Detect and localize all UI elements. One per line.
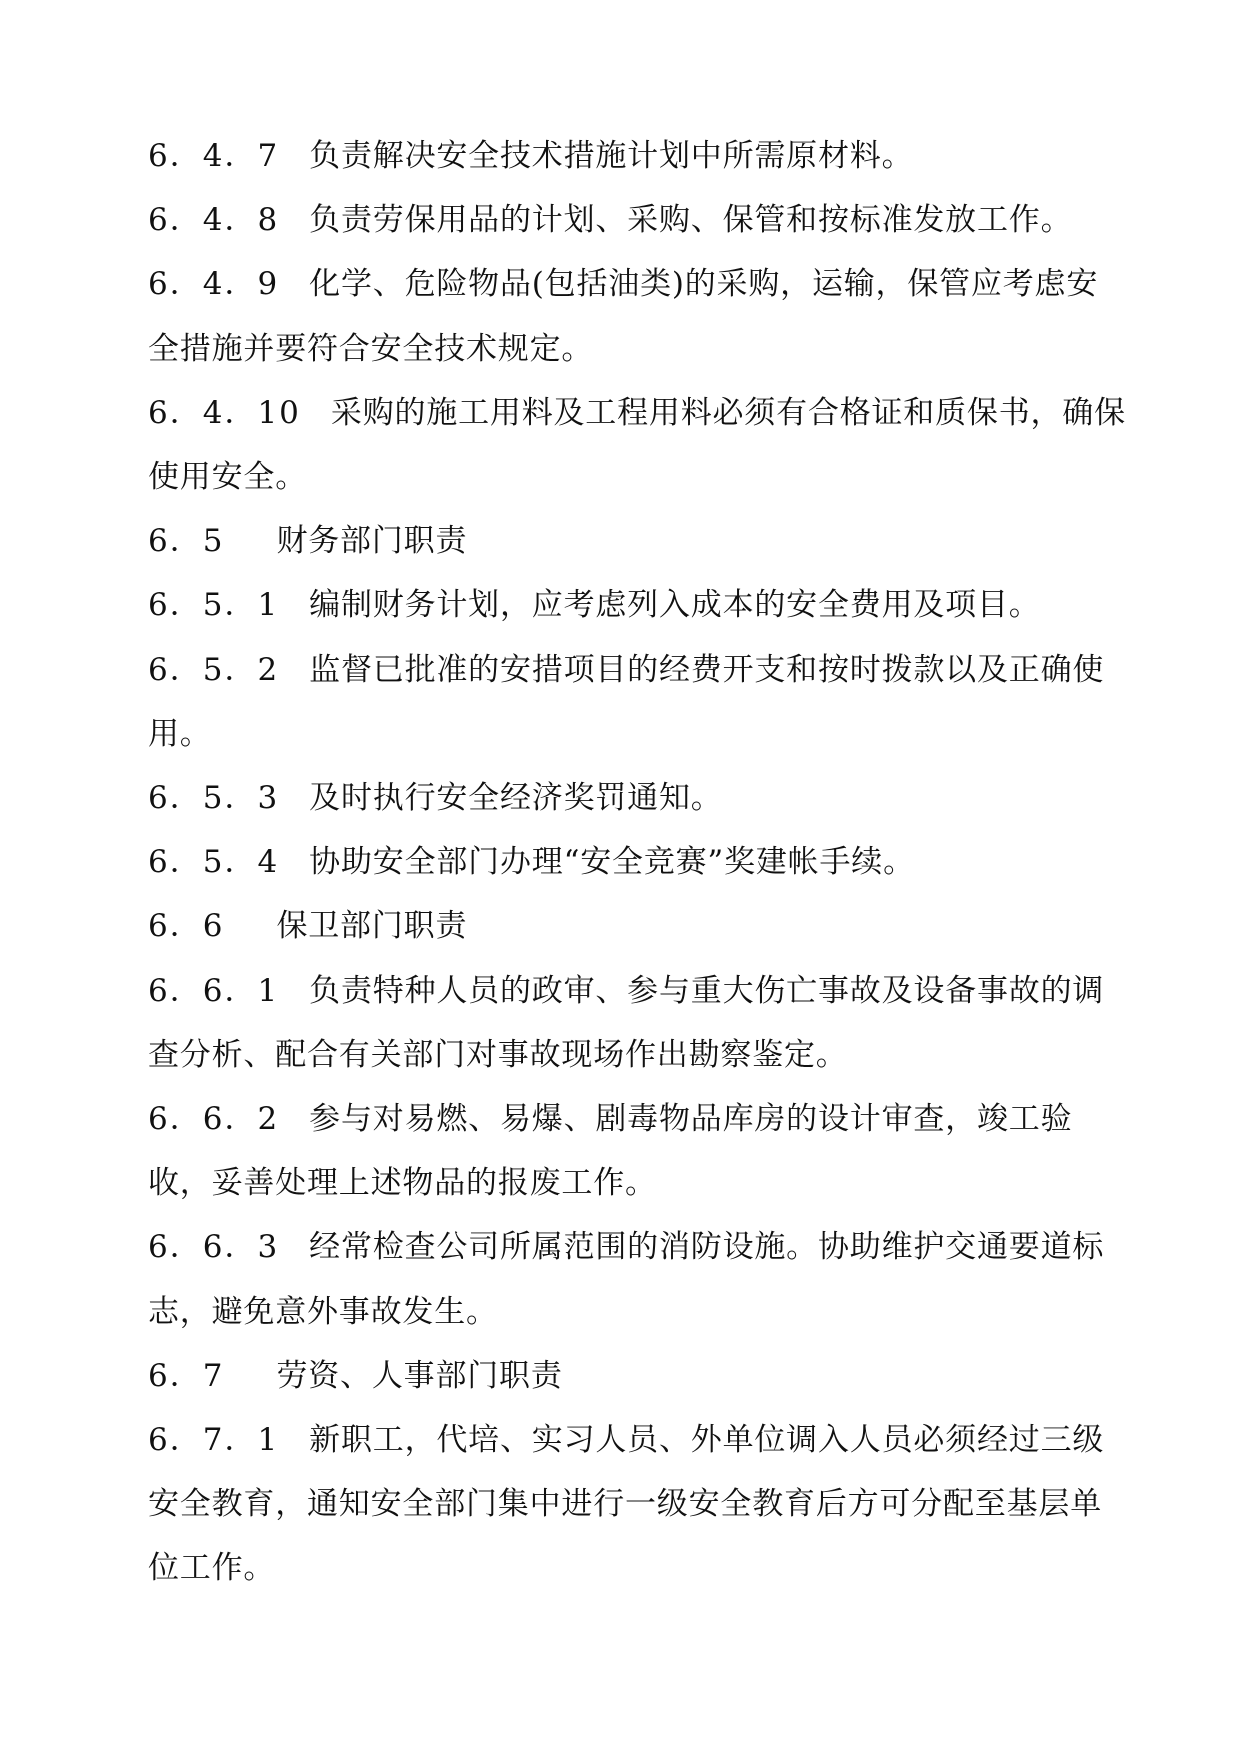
clause-6-5-3 [148,766,1128,830]
clause-number: 6．5．1 [148,587,280,624]
section-number: 6．7 [148,1357,225,1394]
section-number: 6．6 [148,908,225,945]
clause-number: 6．7．1 [148,1422,280,1459]
clause-6-5-4 [148,830,1128,894]
clause-number: 6．6．3 [148,1229,280,1266]
clause-text: 编制财务计划，应考虑列入成本的安全费用及项目。 [309,587,1041,624]
clause-text: 参与对易燃、易爆、剧毒物品库房的设计审查，竣工验收，妥善处理上述物品的报废工作。 [148,1101,1073,1202]
section-title: 财务部门职责 [276,523,468,560]
clause-number: 6．5．2 [148,651,280,688]
clause-number: 6．4．9 [148,266,280,303]
clause-6-6-1 [148,959,1128,1087]
clause-number: 6．6．1 [148,972,280,1009]
section-title: 保卫部门职责 [276,908,468,945]
clause-number: 6．4．7 [148,138,280,174]
clause-6-7-1 [148,1408,1128,1601]
clause-6-6-2 [148,1087,1128,1215]
section-6-7-heading [148,1344,1128,1408]
clause-text: 监督已批准的安措项目的经费开支和按时拨款以及正确使用。 [148,651,1105,752]
clause-number: 6．4．8 [148,202,280,239]
clause-6-5-2 [148,638,1128,766]
clause-number: 6．4．10 [148,394,301,431]
clause-6-5-1 [148,573,1128,637]
clause-number: 6．5．3 [148,780,280,817]
document-body [148,124,1128,1601]
clause-text: 协助安全部门办理“安全竞赛”奖建帐手续。 [309,844,915,881]
section-number: 6．5 [148,523,225,560]
clause-6-4-10 [148,381,1128,509]
clause-text: 经常检查公司所属范围的消防设施。协助维护交通要道标志，避免意外事故发生。 [148,1229,1105,1330]
clause-6-4-9 [148,252,1128,380]
clause-text: 新职工，代培、实习人员、外单位调入人员必须经过三级安全教育，通知安全部门集中进行一级安全教育后方可分配至基层单位工作。 [148,1422,1105,1587]
clause-6-4-8 [148,188,1128,252]
clause-number: 6．5．4 [148,844,280,881]
clause-text: 负责劳保用品的计划、采购、保管和按标准发放工作。 [309,202,1073,239]
clause-6-6-3 [148,1215,1128,1343]
clause-number: 6．6．2 [148,1101,280,1138]
clause-text: 化学、危险物品(包括油类)的采购，运输，保管应考虑安全措施并要符合安全技术规定。 [148,266,1099,367]
clause-text: 负责特种人员的政审、参与重大伤亡事故及设备事故的调查分析、配合有关部门对事故现场作出勘察鉴定。 [148,972,1105,1073]
clause-text: 采购的施工用料及工程用料必须有合格证和质保书，确保使用安全。 [148,394,1126,496]
section-6-6-heading [148,894,1128,958]
clause-text: 及时执行安全经济奖罚通知。 [309,780,723,817]
clause-6-4-7 [148,124,1128,188]
section-6-5-heading [148,509,1128,573]
section-title: 劳资、人事部门职责 [276,1357,563,1394]
clause-text: 负责解决安全技术措施计划中所需原材料。 [309,138,914,174]
